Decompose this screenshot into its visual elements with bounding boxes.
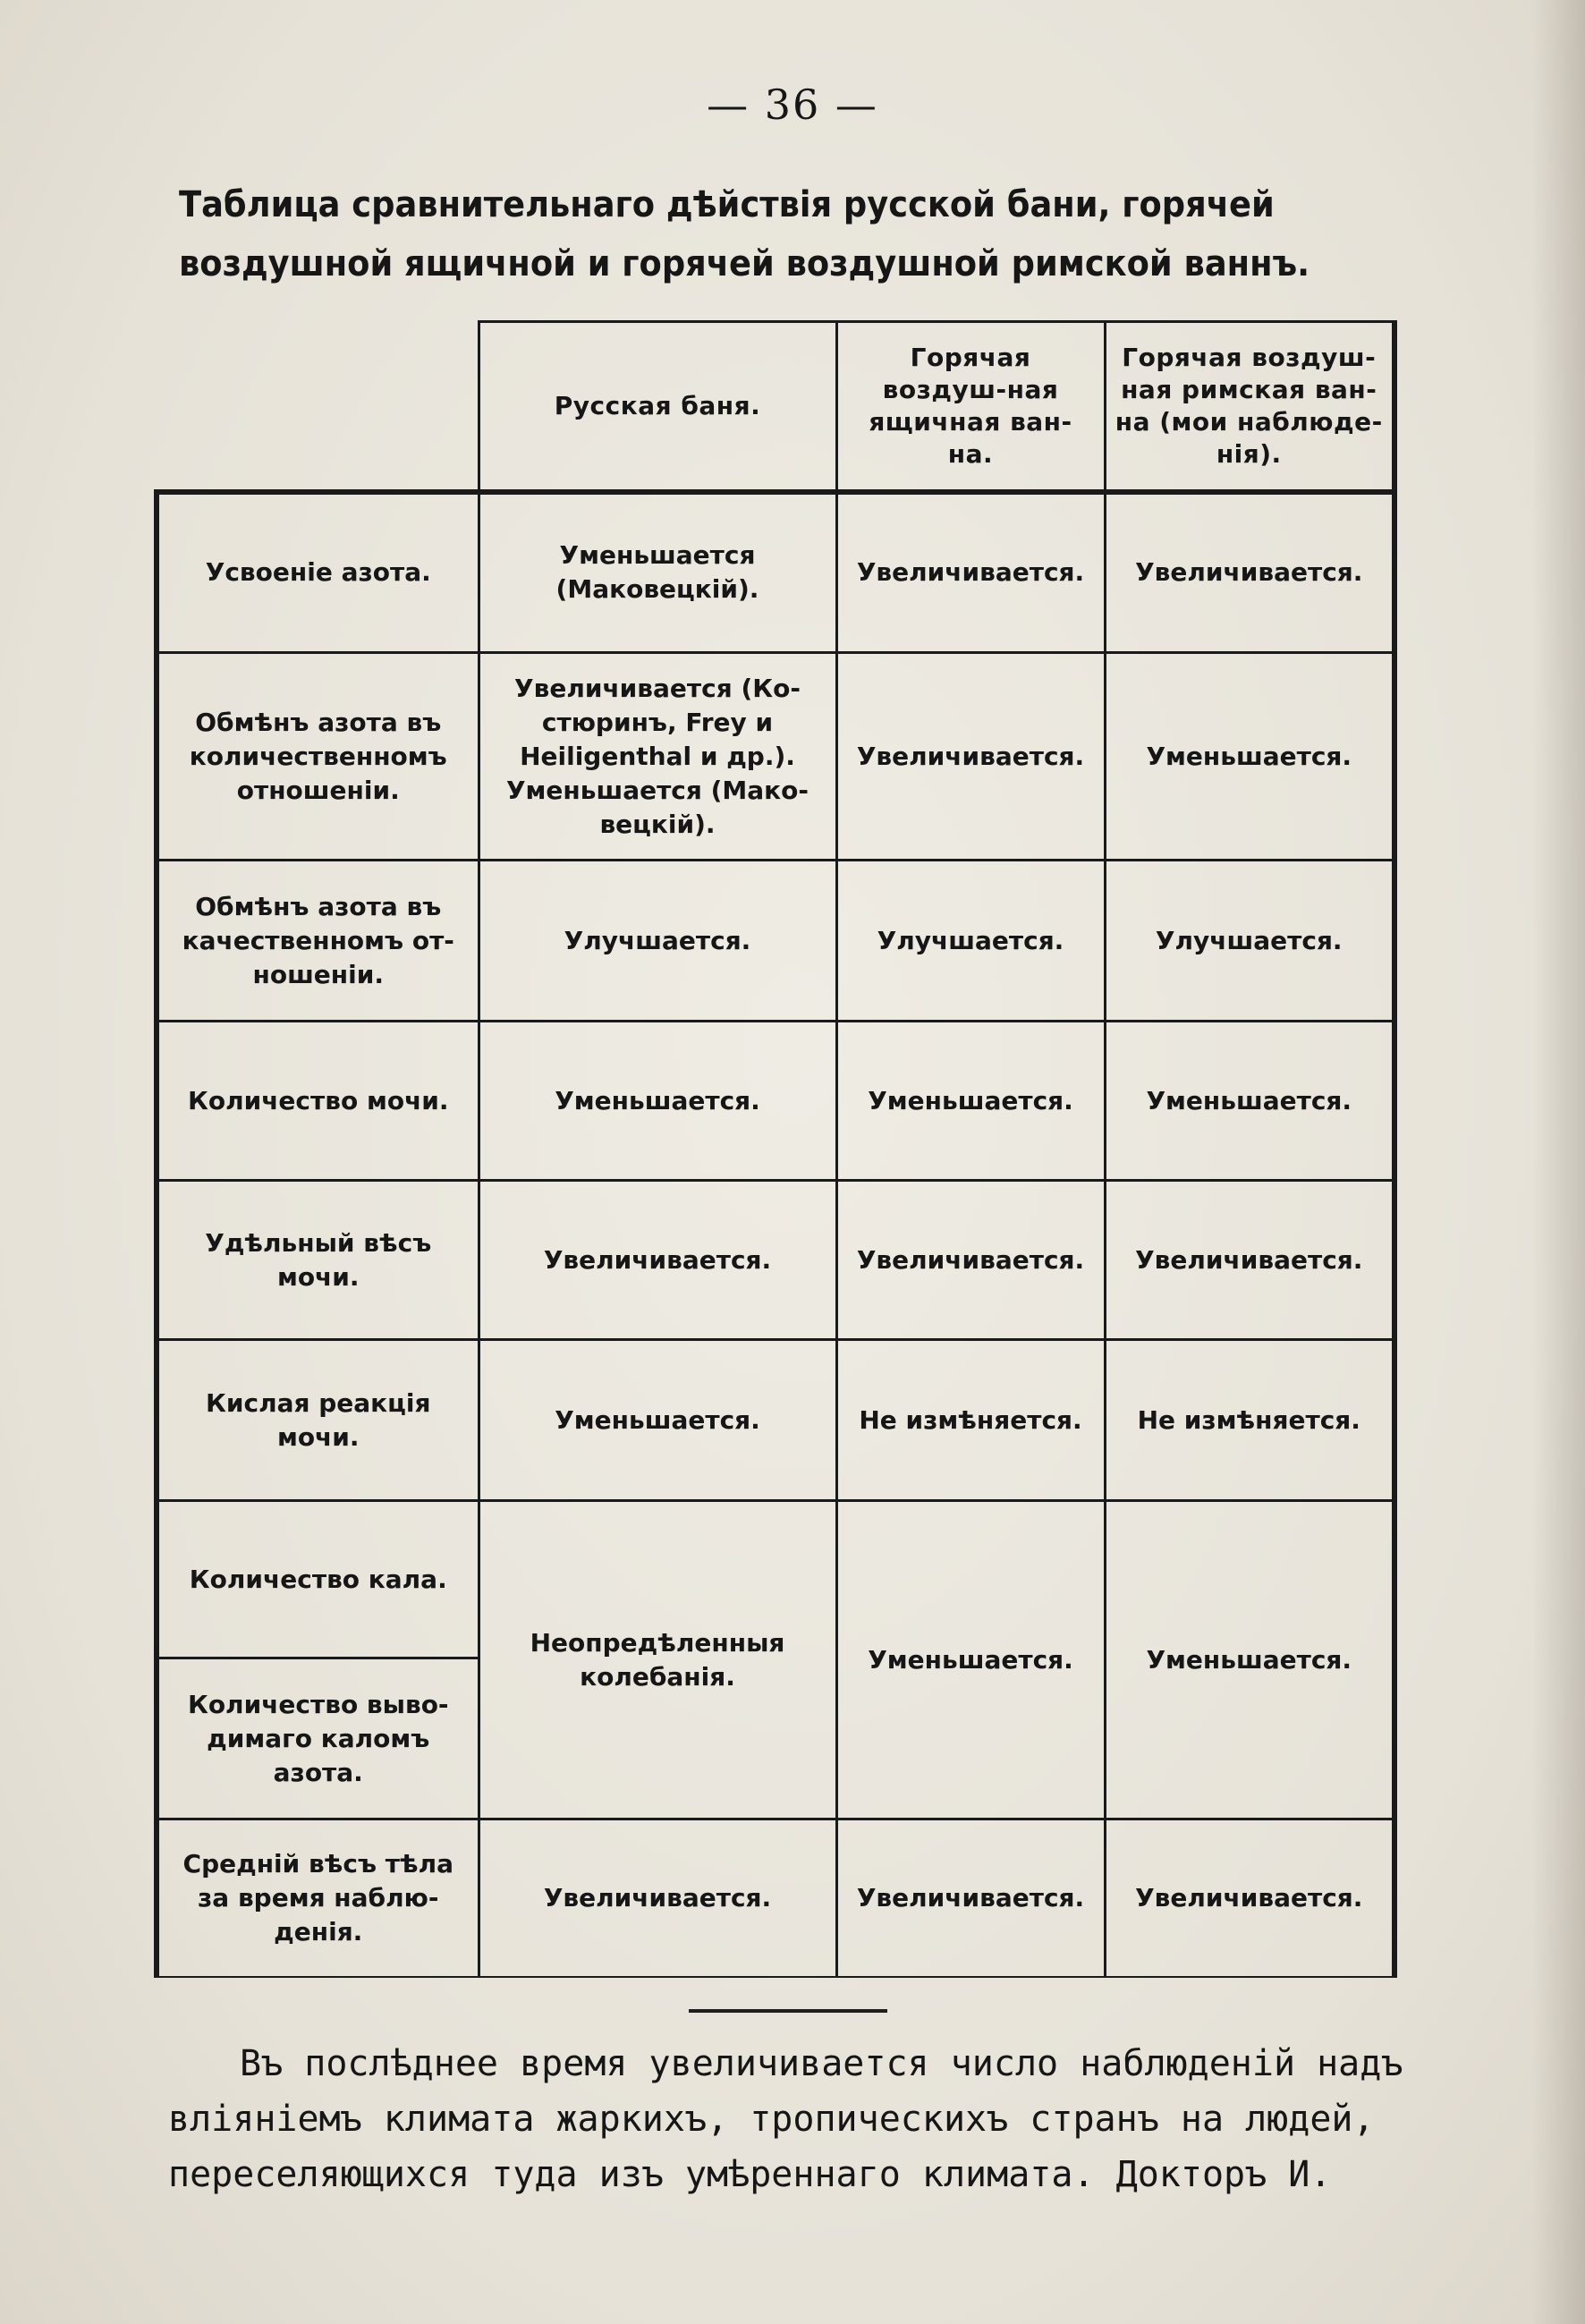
paragraph-line: вліяніемъ климата жаркихъ, тропическихъ странъ на людей, [168, 2099, 1375, 2140]
table-row [157, 492, 1394, 653]
cell-box-bath: Уменьшается. [836, 1022, 1105, 1181]
header-roman-hot-air-bath: Горячая воздуш-ная римская ван-на (мои наблюде-нія). [1105, 322, 1394, 492]
cell-roman-bath: Улучшается. [1105, 861, 1394, 1022]
cell-russian-bath: Увеличивается (Ко-стюринъ, Frey и Heiligenthal и др.). Уменьшается (Мако-вецкій). [479, 653, 836, 861]
row-label: Количество выво-димаго каломъ азота. [157, 1658, 479, 1819]
cell-box-bath: Увеличивается. [836, 653, 1105, 861]
cell-roman-bath: Увеличивается. [1105, 492, 1394, 653]
table-row [157, 1022, 1394, 1181]
cell-roman-bath: Увеличивается. [1105, 1819, 1394, 1977]
cell-roman-bath: Уменьшается. [1105, 1022, 1394, 1181]
header-corner-cell [157, 322, 479, 492]
cell-roman-bath: Уменьшается. [1105, 653, 1394, 861]
table-title [179, 175, 1310, 293]
cell-box-bath: Увеличивается. [836, 1181, 1105, 1340]
page-number: — 36 — [707, 81, 878, 129]
title-line: Таблица сравнительнаго дѣйствія русской бани, горячей [179, 184, 1275, 225]
page-shadow [1531, 0, 1585, 2324]
body-paragraph [168, 2036, 1408, 2202]
cell-russian-bath: Увеличивается. [479, 1181, 836, 1340]
table-header-row [157, 322, 1394, 492]
cell-box-bath: Увеличивается. [836, 1819, 1105, 1977]
table-row [157, 861, 1394, 1022]
cell-roman-bath: Увеличивается. [1105, 1181, 1394, 1340]
cell-box-bath: Не измѣняется. [836, 1340, 1105, 1501]
row-label: Обмѣнъ азота въ качественномъ от-ношеніи. [157, 861, 479, 1022]
table-row [157, 1819, 1394, 1977]
row-label: Количество кала. [157, 1501, 479, 1658]
paragraph-line: Въ послѣднее время увеличивается число наблюденій надъ [240, 2043, 1403, 2084]
cell-box-bath: Улучшается. [836, 861, 1105, 1022]
paragraph-line: переселяющихся туда изъ умѣреннаго климата. Докторъ И. [168, 2154, 1332, 2195]
row-label: Среднiй вѣсъ тѣла за время наблю-денія. [157, 1819, 479, 1977]
cell-russian-bath: Уменьшается. [479, 1022, 836, 1181]
table-row [157, 1181, 1394, 1340]
cell-box-bath-merged: Уменьшается. [836, 1501, 1105, 1819]
header-box-hot-air-bath: Горячая воздуш-ная ящичная ван-на. [836, 322, 1105, 492]
row-label: Усвоеніе азота. [157, 492, 479, 653]
header-russian-bath: Русская баня. [479, 322, 836, 492]
cell-russian-bath: Улучшается. [479, 861, 836, 1022]
comparison-table [154, 320, 1397, 1978]
table-row [157, 653, 1394, 861]
title-line: воздушной ящичной и горячей воздушной римской ваннъ. [179, 243, 1310, 284]
cell-roman-bath-merged: Уменьшается. [1105, 1501, 1394, 1819]
cell-roman-bath: Не измѣняется. [1105, 1340, 1394, 1501]
row-label: Обмѣнъ азота въ количественномъ отношеніи. [157, 653, 479, 861]
cell-russian-bath: Увеличивается. [479, 1819, 836, 1977]
row-label: Удѣльный вѣсъ мочи. [157, 1181, 479, 1340]
table-row [157, 1340, 1394, 1501]
cell-russian-bath: Уменьшается. [479, 1340, 836, 1501]
table-row [157, 1501, 1394, 1658]
cell-russian-bath-merged: Неопредѣленныя колебанія. [479, 1501, 836, 1819]
row-label: Кислая реакція мочи. [157, 1340, 479, 1501]
cell-russian-bath: Уменьшается (Маковецкій). [479, 492, 836, 653]
cell-box-bath: Увеличивается. [836, 492, 1105, 653]
separator-rule [689, 2009, 887, 2013]
row-label: Количество мочи. [157, 1022, 479, 1181]
